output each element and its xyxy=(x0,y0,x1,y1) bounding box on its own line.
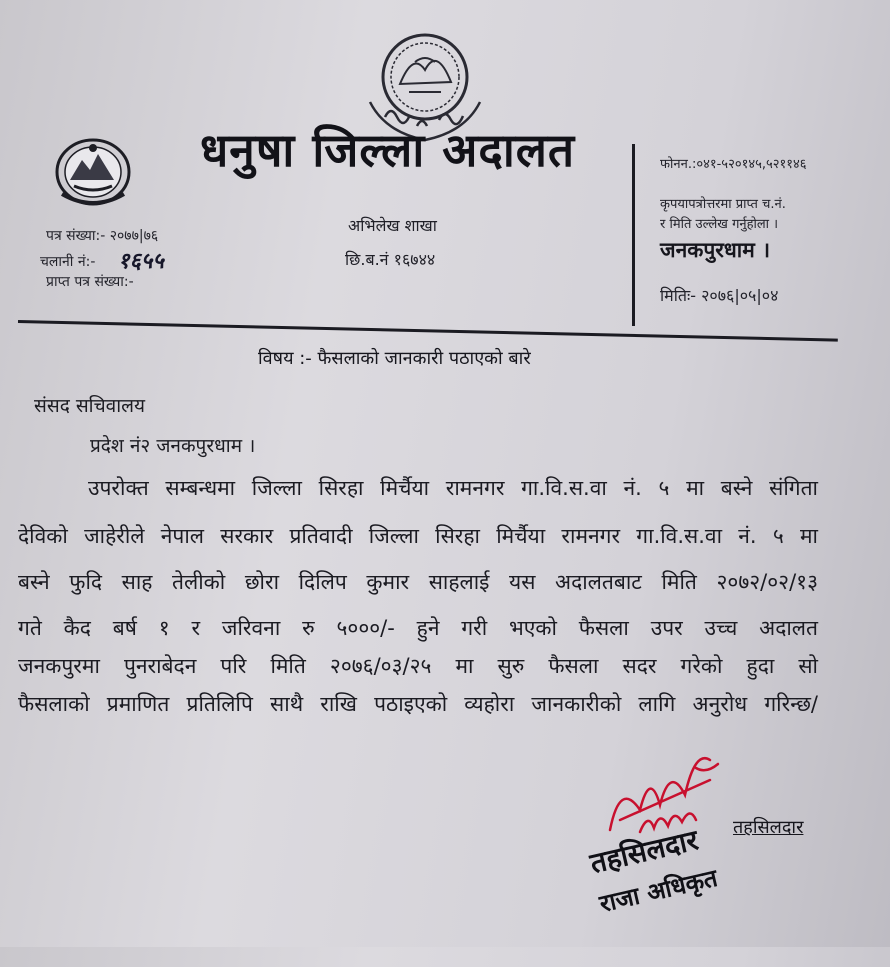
court-title: धनुषा जिल्ला अदालत xyxy=(200,123,576,177)
nepal-emblem-icon xyxy=(52,134,134,210)
prapta-patra-sankhya: प्राप्त पत्र संख्या:- xyxy=(46,274,134,290)
chalani-number: १६५५ xyxy=(118,248,164,274)
header-divider-vertical xyxy=(632,144,635,326)
file-number: छि.ब.नं १६७४४ xyxy=(345,250,436,269)
place-name: जनकपुरधाम । xyxy=(660,238,771,262)
signatory-title: तहसिलदार xyxy=(733,817,804,838)
letter-date: मितिः- २०७६|०५|०४ xyxy=(660,286,779,305)
recipient-line-1: संसद सचिवालय xyxy=(34,395,146,417)
body-line-3: बस्ने फुदि साह तेलीको छोरा दिलिप कुमार साहलाई यस अदालतबाट मिति २०७२/०२/१३ xyxy=(18,570,818,594)
body-line-1: उपरोक्त सम्बन्धमा जिल्ला सिरहा मिर्चैया रामनगर गा.वि.स.वा नं. ५ मा बस्ने संगिता xyxy=(88,476,818,500)
header-divider-horizontal xyxy=(18,320,838,342)
subject-line: विषय :- फैसलाको जानकारी पठाएको बारे xyxy=(258,348,531,369)
chalani-label: चलानी नं:- xyxy=(40,254,96,270)
body-line-6: फैसलाको प्रमाणित प्रतिलिपि साथै राखि पठाइएको व्यहोरा जानकारीको लागि अनुरोध गरिन्छ/ xyxy=(18,692,818,716)
stamp-title: तहसिलदार xyxy=(587,823,702,881)
notice-line-2: र मिति उल्लेख गर्नुहोला । xyxy=(660,217,779,232)
branch-name: अभिलेख शाखा xyxy=(348,216,437,235)
notice-line-1: कृपयापत्रोत्तरमा प्राप्त च.नं. xyxy=(660,197,786,212)
phone-number: फोनन.:०४१-५२०१४५,५२११४६ xyxy=(660,157,807,172)
body-line-5: जनकपुरमा पुनराबेदन परि मिति २०७६/०३/२५ मा सुरु फैसला सदर गरेको हुदा सो xyxy=(18,654,818,678)
patra-sankhya: पत्र संख्या:- २०७७|७६ xyxy=(46,228,159,244)
body-line-2: देविको जाहेरीले नेपाल सरकार प्रतिवादी जिल्ला सिरहा मिर्चैया रामनगर गा.वि.स.वा नं. ५ मा xyxy=(18,524,818,548)
recipient-line-2: प्रदेश नं२ जनकपुरधाम । xyxy=(90,435,256,457)
stamp-designation: राजा अधिकृत xyxy=(596,863,721,919)
body-line-4: गते कैद बर्ष १ र जरिवना रु ५०००/- हुने गरी भएको फैसला उपर उच्च अदालत xyxy=(18,616,818,640)
